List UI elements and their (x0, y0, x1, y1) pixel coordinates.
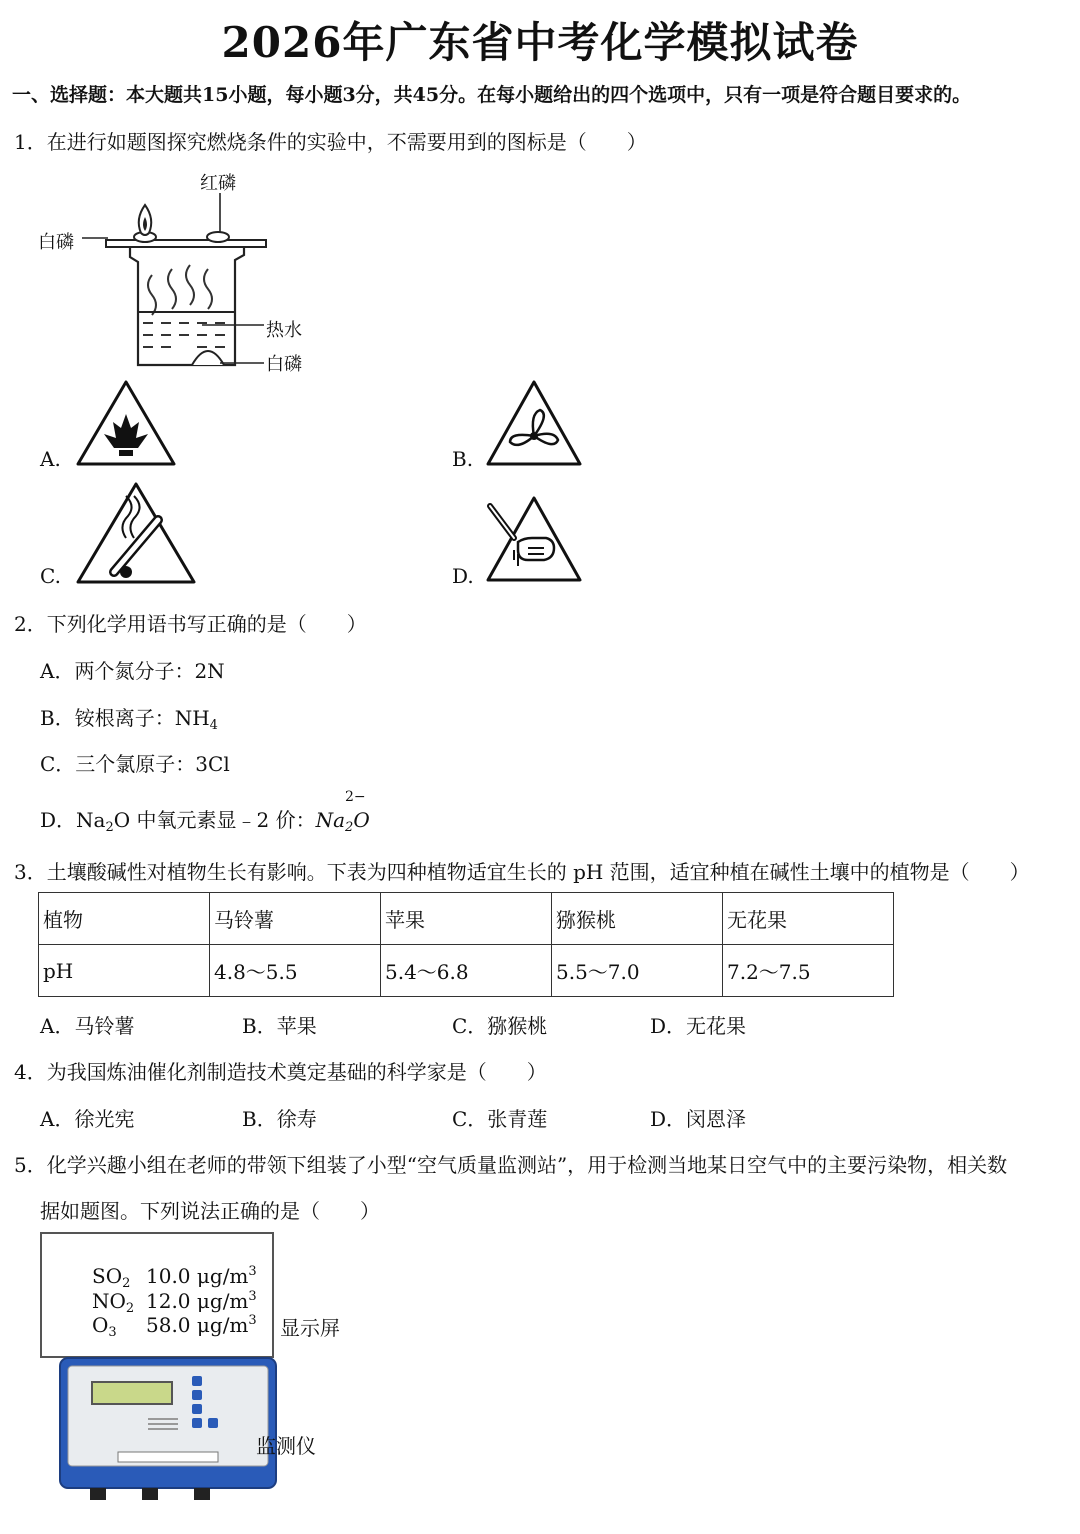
question-2-stem: 2．下列化学用语书写正确的是（ ） (14, 612, 367, 636)
label-monitor-device: 监测仪 (256, 1434, 316, 1458)
steam-curl (204, 269, 212, 309)
label-display-screen: 显示屏 (280, 1316, 340, 1340)
red-phosphorus (207, 232, 229, 242)
question-1-stem: 1．在进行如题图探究燃烧条件的实验中，不需要用到的图标是（ ） (14, 130, 647, 154)
question-5-stem-line1: 5．化学兴趣小组在老师的带领下组装了小型“空气质量监测站”，用于检测当地某日空气中的主要污染物，相关数 (14, 1153, 1008, 1177)
page-title: 2026年广东省中考化学模拟试卷 (221, 18, 859, 67)
q3-option-b[interactable]: B．苹果 (242, 1014, 317, 1038)
q3-option-a[interactable]: A．马铃薯 (40, 1014, 135, 1038)
table-cell: 猕猴桃 (552, 893, 723, 945)
table-cell: pH (39, 945, 210, 997)
label-white-phosphorus-top: 白磷 (38, 232, 74, 253)
reading-o3: $O_3$ 58.0 $\mu g/m^3$ (92, 1313, 257, 1340)
reading-no2: $NO_2$ 12.0 $\mu g/m^3$ (92, 1289, 257, 1316)
table-cell: 5.4～6.8 (381, 945, 552, 997)
steam-curl (148, 275, 156, 315)
q4-option-a[interactable]: A．徐光宪 (40, 1107, 135, 1131)
table-cell: 7.2～7.5 (723, 945, 894, 997)
q1-option-a[interactable]: A. (40, 447, 61, 471)
ph-range-table (38, 892, 894, 997)
lcd-screen (92, 1382, 172, 1404)
q2-option-b[interactable]: B．铵根离子：$NH_4$ (40, 706, 218, 733)
hot-water (143, 323, 225, 347)
combustion-apparatus-diagram (30, 165, 340, 380)
label-red-phosphorus: 红磷 (200, 173, 236, 194)
section-heading: 一、选择题：本大题共15小题，每小题3分，共45分。在每小题给出的四个选项中，只有一项是符合题目要求的。 (12, 84, 972, 106)
table-header-row (39, 893, 894, 945)
q4-option-c[interactable]: C．张青莲 (452, 1107, 548, 1131)
table-cell: 4.8～5.5 (210, 945, 381, 997)
table-cell: 5.5～7.0 (552, 945, 723, 997)
q3-option-d[interactable]: D．无花果 (650, 1014, 747, 1038)
q2-option-c[interactable]: C．三个氯原子：3Cl (40, 752, 230, 776)
q2-option-a[interactable]: A．两个氮分子：2N (40, 659, 225, 683)
table-cell: 无花果 (723, 893, 894, 945)
q1-option-b[interactable]: B. (452, 447, 474, 471)
question-3-stem: 3．土壤酸碱性对植物生长有影响。下表为四种植物适宜生长的 pH 范围，适宜种植在碱性土壤中的植物是（ ） (14, 860, 1030, 884)
label-white-phosphorus-bottom: 白磷 (266, 354, 302, 375)
steam-curl (168, 269, 176, 309)
white-phosphorus-underwater (192, 351, 224, 365)
question-4-stem: 4．为我国炼油催化剂制造技术奠定基础的科学家是（ ） (14, 1060, 547, 1084)
q2-option-d[interactable]: D．$Na_2O$ 中氧元素显﹣2 价：$Na_2O$ (40, 808, 370, 835)
flammable-warning-icon (74, 378, 178, 468)
corrosive-hand-warning-icon (484, 494, 584, 584)
q1-option-c[interactable]: C. (40, 564, 61, 588)
copper-plate (106, 240, 266, 247)
hot-surface-warning-icon (74, 480, 198, 586)
q4-option-d[interactable]: D．闵恩泽 (650, 1107, 747, 1131)
question-5-stem-line2: 据如题图。下列说法正确的是（ ） (40, 1199, 380, 1223)
reading-so2: $SO_2$ 10.0 $\mu g/m^3$ (92, 1264, 257, 1291)
fan-ventilation-icon (484, 378, 584, 468)
q1-option-d[interactable]: D. (452, 564, 474, 588)
monitor-display-screen (40, 1232, 274, 1358)
table-cell: 植物 (39, 893, 210, 945)
label-hot-water: 热水 (266, 320, 302, 341)
q3-option-c[interactable]: C．猕猴桃 (452, 1014, 548, 1038)
q4-option-b[interactable]: B．徐寿 (242, 1107, 317, 1131)
table-cell: 马铃薯 (210, 893, 381, 945)
oxygen-valence-mark: 2− (345, 789, 366, 805)
steam-curl (186, 265, 194, 305)
table-row (39, 945, 894, 997)
air-monitor-device (58, 1356, 280, 1502)
table-cell: 苹果 (381, 893, 552, 945)
